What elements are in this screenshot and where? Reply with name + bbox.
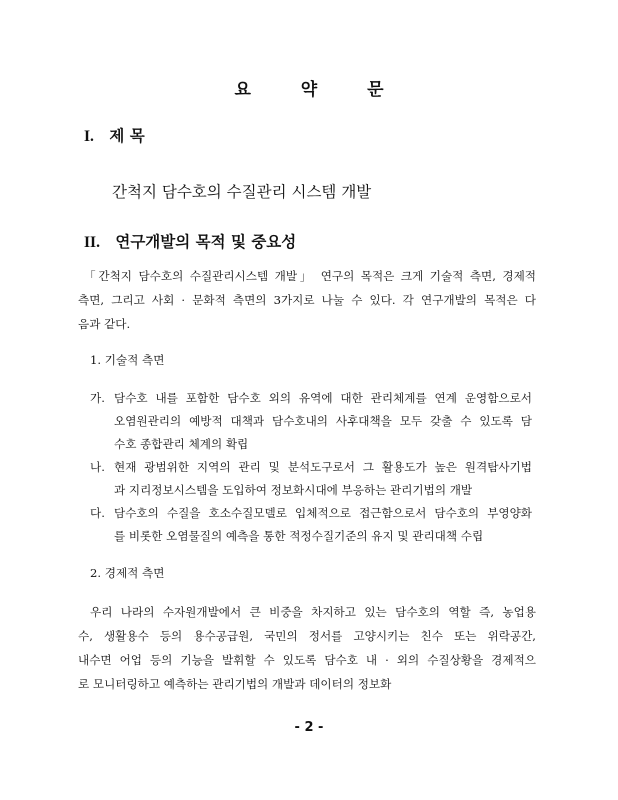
section-1-heading (84, 124, 145, 146)
page-number: - 2 - (294, 720, 324, 735)
section-2-number: II. (84, 234, 100, 251)
economic-line: 우리 나라의 수자원개발에서 큰 비중을 차지하고 있는 담수호의 역할 즉, 농업용 (90, 605, 536, 619)
item-marker: 나. (90, 460, 105, 474)
section-2-heading (84, 230, 296, 252)
project-subject: 간척지 담수호의 수질관리 시스템 개발 (112, 183, 372, 201)
item-line: 오염원관리의 예방적 대책과 담수호내의 사후대책을 모두 갖출 수 있도록 담 (114, 414, 532, 428)
item-marker: 가. (90, 391, 105, 405)
section-2-title: 연구개발의 목적 및 중요성 (115, 232, 297, 251)
section-1-title: 제 목 (109, 126, 145, 145)
item-marker: 다. (90, 506, 105, 520)
intro-line: 「간척지 담수호의 수질관리시스템 개발」 연구의 목적은 크게 기술적 측면, 경제적 (84, 269, 536, 283)
intro-line: 측면, 그리고 사회 · 문화적 측면의 3가지로 나눌 수 있다. 각 연구개발의 목적은 다 (78, 293, 536, 307)
item-line: 담수호의 수질을 호소수질모델로 입체적으로 접근함으로서 담수호의 부영양화 (114, 506, 532, 520)
subsection-2-heading: 2. 경제적 측면 (90, 566, 165, 580)
item-line: 수호 종합관리 체계의 확립 (114, 437, 249, 451)
intro-line: 음과 같다. (78, 317, 131, 331)
item-line: 과 지리정보시스템을 도입하여 정보화시대에 부응하는 관리기법의 개발 (114, 483, 473, 497)
section-1-number: I. (84, 128, 94, 145)
item-line: 담수호 내를 포함한 담수호 외의 유역에 대한 관리체계를 연계 운영함으로서 (114, 391, 532, 405)
item-line: 현재 광범위한 지역의 관리 및 분석도구로서 그 활용도가 높은 원격탐사기법 (114, 460, 532, 474)
page-title: 요 약 문 (234, 80, 406, 100)
economic-line: 내수면 어업 등의 기능을 발휘할 수 있도록 담수호 내 · 외의 수질상황을 경제적으 (78, 653, 536, 667)
subsection-1-heading: 1. 기술적 측면 (90, 353, 165, 367)
economic-line: 로 모니터링하고 예측하는 관리기법의 개발과 데이터의 정보화 (78, 677, 392, 691)
item-line: 를 비롯한 오염물질의 예측을 통한 적정수질기준의 유지 및 관리대책 수립 (114, 529, 484, 543)
economic-line: 수, 생활용수 등의 용수공급원, 국민의 정서를 고양시키는 친수 또는 위락공간, (78, 629, 536, 643)
